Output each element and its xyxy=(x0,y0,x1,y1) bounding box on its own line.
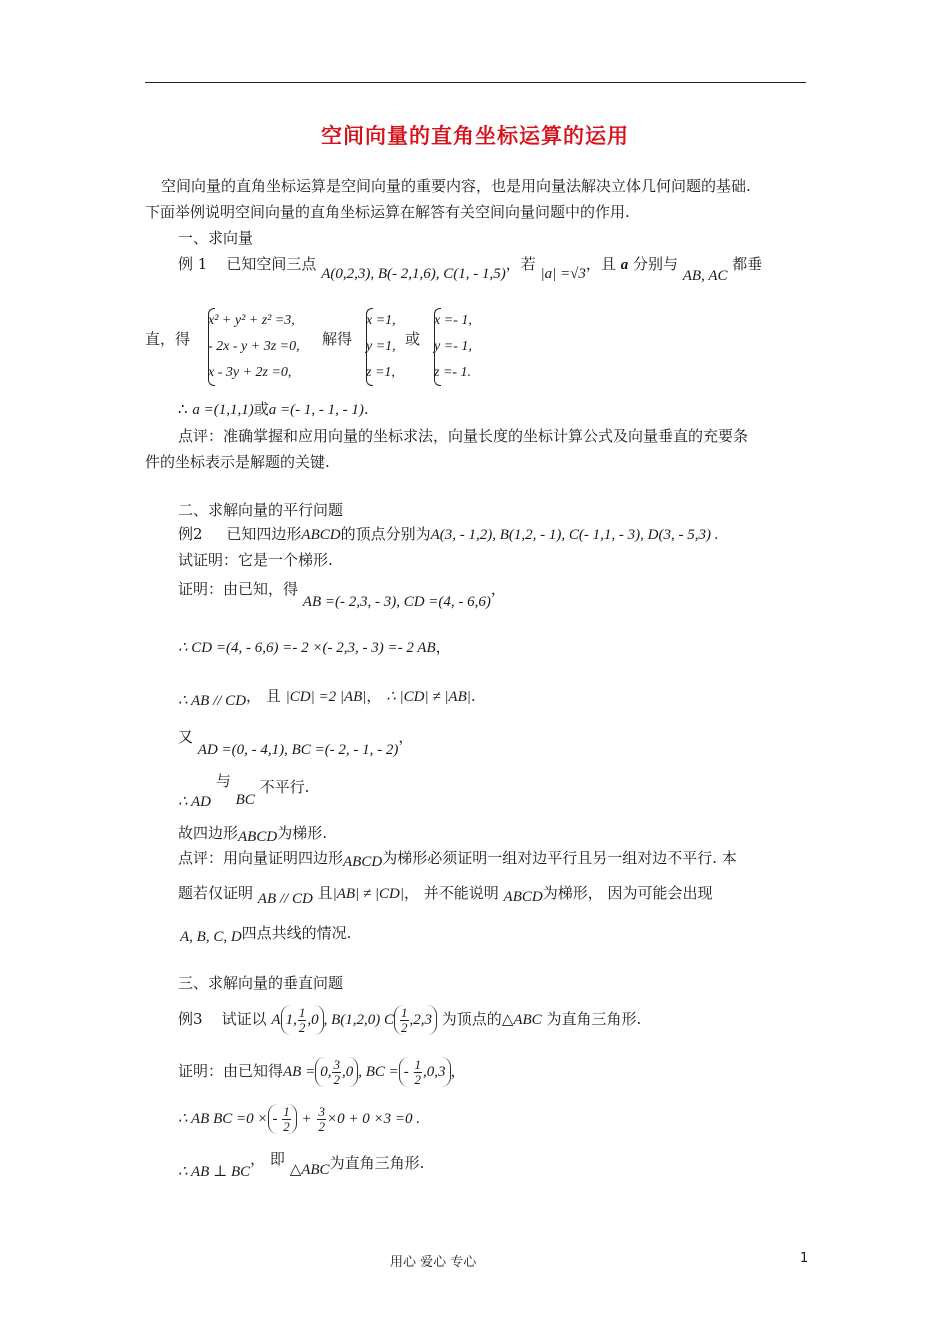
step-6-end: 为梯形. xyxy=(277,824,327,842)
example-2-proof-line-1 xyxy=(178,578,506,610)
equation-system-3 xyxy=(426,308,472,386)
example-1-line-1 xyxy=(178,253,763,284)
proof-prefix: 证明：由已知，得 xyxy=(178,580,299,598)
example-1-line-2-prefix: 直，得 xyxy=(145,330,191,348)
step-5-ad: ∴ AD xyxy=(178,794,212,810)
solve-text: 解得 xyxy=(322,330,353,348)
comment-2b-and: 且 xyxy=(317,884,333,902)
fraction xyxy=(400,1006,409,1035)
example-2-text-2: 的顶点分别为 xyxy=(340,525,431,543)
comment-2b-prefix: 题若仅证明 xyxy=(178,884,254,902)
coord-part: ,0 xyxy=(307,1011,319,1028)
example-1-points: A(0,2,3), B(- 2,1,6), C(1, - 1,5) xyxy=(321,266,506,282)
numerator: 1 xyxy=(283,1104,290,1120)
comment-2c-end: 四点共线的情况. xyxy=(241,924,352,942)
you-text: 又 xyxy=(178,728,194,746)
header-rule xyxy=(145,82,806,83)
denominator: 2 xyxy=(333,1072,340,1088)
or-text: 或 xyxy=(405,330,421,348)
comment-1-line-2: 件的坐标表示是解题的关键. xyxy=(145,453,330,471)
example-3-proof-line-1 xyxy=(178,1056,466,1087)
example-1-text-4: 分别与 xyxy=(632,255,678,273)
and-text: 且 xyxy=(265,687,281,705)
numerator: 3 xyxy=(333,1057,340,1073)
conclusion-math-2: a =(- 1, - 1, - 1) xyxy=(268,402,364,418)
comma: ， xyxy=(366,687,382,705)
dot-prefix: ∴ AB BC =0 × xyxy=(178,1111,268,1127)
step-6-prefix: 故四边形 xyxy=(178,824,239,842)
coord-part: ,2,3 xyxy=(409,1011,433,1028)
comment-2-end: 为梯形必须证明一组对边平行且另一组对边不平行. 本 xyxy=(382,849,737,867)
step-5-yu: 与 xyxy=(215,772,231,790)
example-1-text-1: 已知空间三点 xyxy=(226,255,317,273)
perp-prefix: ∴ AB ⊥ BC xyxy=(178,1164,251,1180)
example-3-text-2: 为顶点的 xyxy=(441,1010,502,1028)
brace-3 xyxy=(434,308,441,386)
denominator: 2 xyxy=(414,1072,422,1088)
comment-2-line-3 xyxy=(180,922,351,945)
page-title: 空间向量的直角坐标运算的运用 xyxy=(321,123,629,148)
example-3-text-1: 试证以 xyxy=(221,1010,267,1028)
section-2-heading: 二、求解向量的平行问题 xyxy=(178,501,344,519)
example-2-step-3 xyxy=(178,685,476,708)
example-1-conclusion xyxy=(178,398,369,421)
step-6-abcd: ABCD xyxy=(238,829,278,845)
bc-coords xyxy=(399,1057,451,1087)
point-a-coords xyxy=(281,1005,324,1035)
coord-part: - xyxy=(403,1063,413,1080)
system-3-eq-2: y =- 1, xyxy=(434,339,472,354)
system-2-eq-1: x =1, xyxy=(366,313,396,328)
denominator: 2 xyxy=(298,1020,306,1036)
comment-2b-unequal: |AB| ≠ |CD| xyxy=(332,886,404,902)
comment-2-prefix: 点评：用向量证明四边形 xyxy=(178,849,344,867)
section-3-heading: 三、求解向量的垂直问题 xyxy=(178,974,344,992)
step-5-end: 不平行. xyxy=(259,778,310,796)
example-3-text-3: 为直角三角形. xyxy=(546,1010,642,1028)
comment-2b-parallel: AB // CD xyxy=(257,891,313,907)
example-2-step-2 xyxy=(178,636,451,659)
coord-part: ,0 xyxy=(341,1063,354,1080)
comment-2c-points: A, B, C, D xyxy=(180,929,242,945)
point-c-coords xyxy=(394,1005,437,1035)
comment-2b-abcd: ABCD xyxy=(503,889,543,905)
example-3-label: 例3 xyxy=(178,1010,203,1028)
system-3-eq-3: z =- 1. xyxy=(434,365,472,380)
system-1-eq-1: x² + y² + z² =3, xyxy=(208,313,295,328)
example-2-step-6 xyxy=(178,822,327,845)
numerator: 3 xyxy=(318,1103,325,1119)
coord-part: 1, xyxy=(285,1011,297,1028)
comment-2b-end: 为梯形， 因为可能会出现 xyxy=(542,884,713,902)
numerator: 1 xyxy=(298,1005,306,1021)
example-2-step-5 xyxy=(178,772,310,810)
example-3-line-1 xyxy=(178,1004,641,1035)
section-1-heading: 一、求向量 xyxy=(178,229,254,247)
denominator: 2 xyxy=(283,1119,290,1135)
comma: ， xyxy=(246,687,262,705)
example-2-points: A(3, - 1,2), B(1,2, - 1), C(- 1,1, - 3), D(3, - 5,3) . xyxy=(430,527,719,543)
comma: ， xyxy=(398,728,414,746)
comment-2b-mid: ， 并不能说明 xyxy=(403,884,499,902)
step-2-math: ∴ CD =(4, - 6,6) =- 2 ×(- 2,3, - 3) =- 2 AB xyxy=(178,640,436,656)
brace-2 xyxy=(366,308,373,386)
step-3-length: |CD| =2 |AB| xyxy=(285,689,367,705)
numerator: 1 xyxy=(401,1005,408,1021)
dot-end: ×0 + 0 ×3 =0 . xyxy=(326,1111,420,1127)
example-1-label: 例 1 xyxy=(178,255,208,273)
example-1-text-3: ，且 xyxy=(585,255,616,273)
system-1-eq-2: - 2x - y + 3z =0, xyxy=(208,339,300,354)
comment-1-line-1: 点评：准确掌握和应用向量的坐标求法，向量长度的坐标计算公式及向量垂直的充要条 xyxy=(178,427,749,445)
coord-part: ,0,3 xyxy=(423,1063,446,1080)
plus: + xyxy=(301,1111,312,1127)
example-2-step-4 xyxy=(178,726,414,758)
fraction xyxy=(298,1006,307,1035)
equation-system-1 xyxy=(200,308,300,386)
example-2-prove: 试证明：它是一个梯形. xyxy=(178,551,333,569)
example-2-line-1 xyxy=(178,523,718,546)
conclusion-end: . xyxy=(363,400,369,418)
denominator: 2 xyxy=(401,1020,408,1036)
comment-2-abcd: ABCD xyxy=(343,854,383,870)
comment-2-line-1 xyxy=(178,847,737,870)
perp-mid: ， 即 xyxy=(250,1150,285,1168)
coord-part: - xyxy=(272,1110,282,1127)
system-2-eq-2: y =1, xyxy=(366,339,396,354)
conclusion-math-1: a =(1,1,1) xyxy=(192,402,254,418)
brace-1 xyxy=(208,308,215,386)
example-3-perpendicular xyxy=(178,1150,425,1180)
example-1-text-2: ，若 xyxy=(505,255,536,273)
system-3-eq-1: x =- 1, xyxy=(434,313,472,328)
comma: ， xyxy=(490,580,506,598)
step-5-bc: BC xyxy=(235,792,255,808)
step-3-parallel: ∴ AB // CD xyxy=(178,693,247,709)
footer-motto: 用心 爱心 专心 xyxy=(390,1255,477,1270)
example-1-text-5: 都垂 xyxy=(732,255,763,273)
example-2-label: 例2 xyxy=(178,525,203,543)
vector-ab: AB = xyxy=(283,1064,316,1080)
intro-line-2: 下面举例说明空间向量的直角坐标运算在解答有关空间向量问题中的作用. xyxy=(145,203,630,221)
example-1-vector-a: a xyxy=(620,257,629,273)
example-1-vectors: AB, AC xyxy=(682,268,728,284)
comma: ， xyxy=(435,638,451,656)
example-3-dot-product xyxy=(178,1103,420,1134)
fraction xyxy=(282,1105,291,1134)
equation-system-2 xyxy=(358,308,396,386)
page-number: 1 xyxy=(800,1251,809,1266)
ab-coords xyxy=(315,1057,358,1087)
triangle-abc: △ABC xyxy=(501,1012,542,1028)
proof-vectors: AB =(- 2,3, - 3), CD =(4, - 6,6) xyxy=(302,594,491,610)
comment-2-line-2 xyxy=(178,882,713,905)
perp-end: 为直角三角形. xyxy=(329,1154,425,1172)
perp-triangle: △ABC xyxy=(289,1162,330,1178)
fraction xyxy=(414,1058,423,1087)
step-4-vectors: AD =(0, - 4,1), BC =(- 2, - 1, - 2) xyxy=(197,742,399,758)
example-2-text-1: 已知四边形 xyxy=(226,525,302,543)
therefore-symbol: ∴ xyxy=(178,400,188,418)
system-1-eq-3: x - 3y + 2z =0, xyxy=(208,365,292,380)
proof-3-prefix: 证明：由已知得 xyxy=(178,1062,284,1080)
numerator: 1 xyxy=(414,1057,422,1073)
denominator: 2 xyxy=(318,1118,325,1134)
dot-paren xyxy=(268,1104,297,1134)
fraction xyxy=(332,1058,341,1087)
point-a-label: A xyxy=(271,1012,281,1028)
coord-part: 0, xyxy=(320,1063,332,1080)
step-3-unequal: ∴ |CD| ≠ |AB| xyxy=(386,689,471,705)
example-2-abcd: ABCD xyxy=(301,527,341,543)
period: . xyxy=(470,687,476,705)
intro-line-1: 空间向量的直角坐标运算是空间向量的重要内容，也是用向量法解决立体几何问题的基础. xyxy=(161,177,751,195)
comma: ， xyxy=(450,1062,466,1080)
conclusion-or: 或 xyxy=(253,400,269,418)
system-2-eq-3: z =1, xyxy=(366,365,395,380)
vector-bc: , BC = xyxy=(358,1064,399,1080)
example-1-abs-a: |a| =√3 xyxy=(540,266,586,282)
fraction xyxy=(317,1105,326,1134)
point-b-label: , B(1,2,0) C xyxy=(323,1012,395,1028)
